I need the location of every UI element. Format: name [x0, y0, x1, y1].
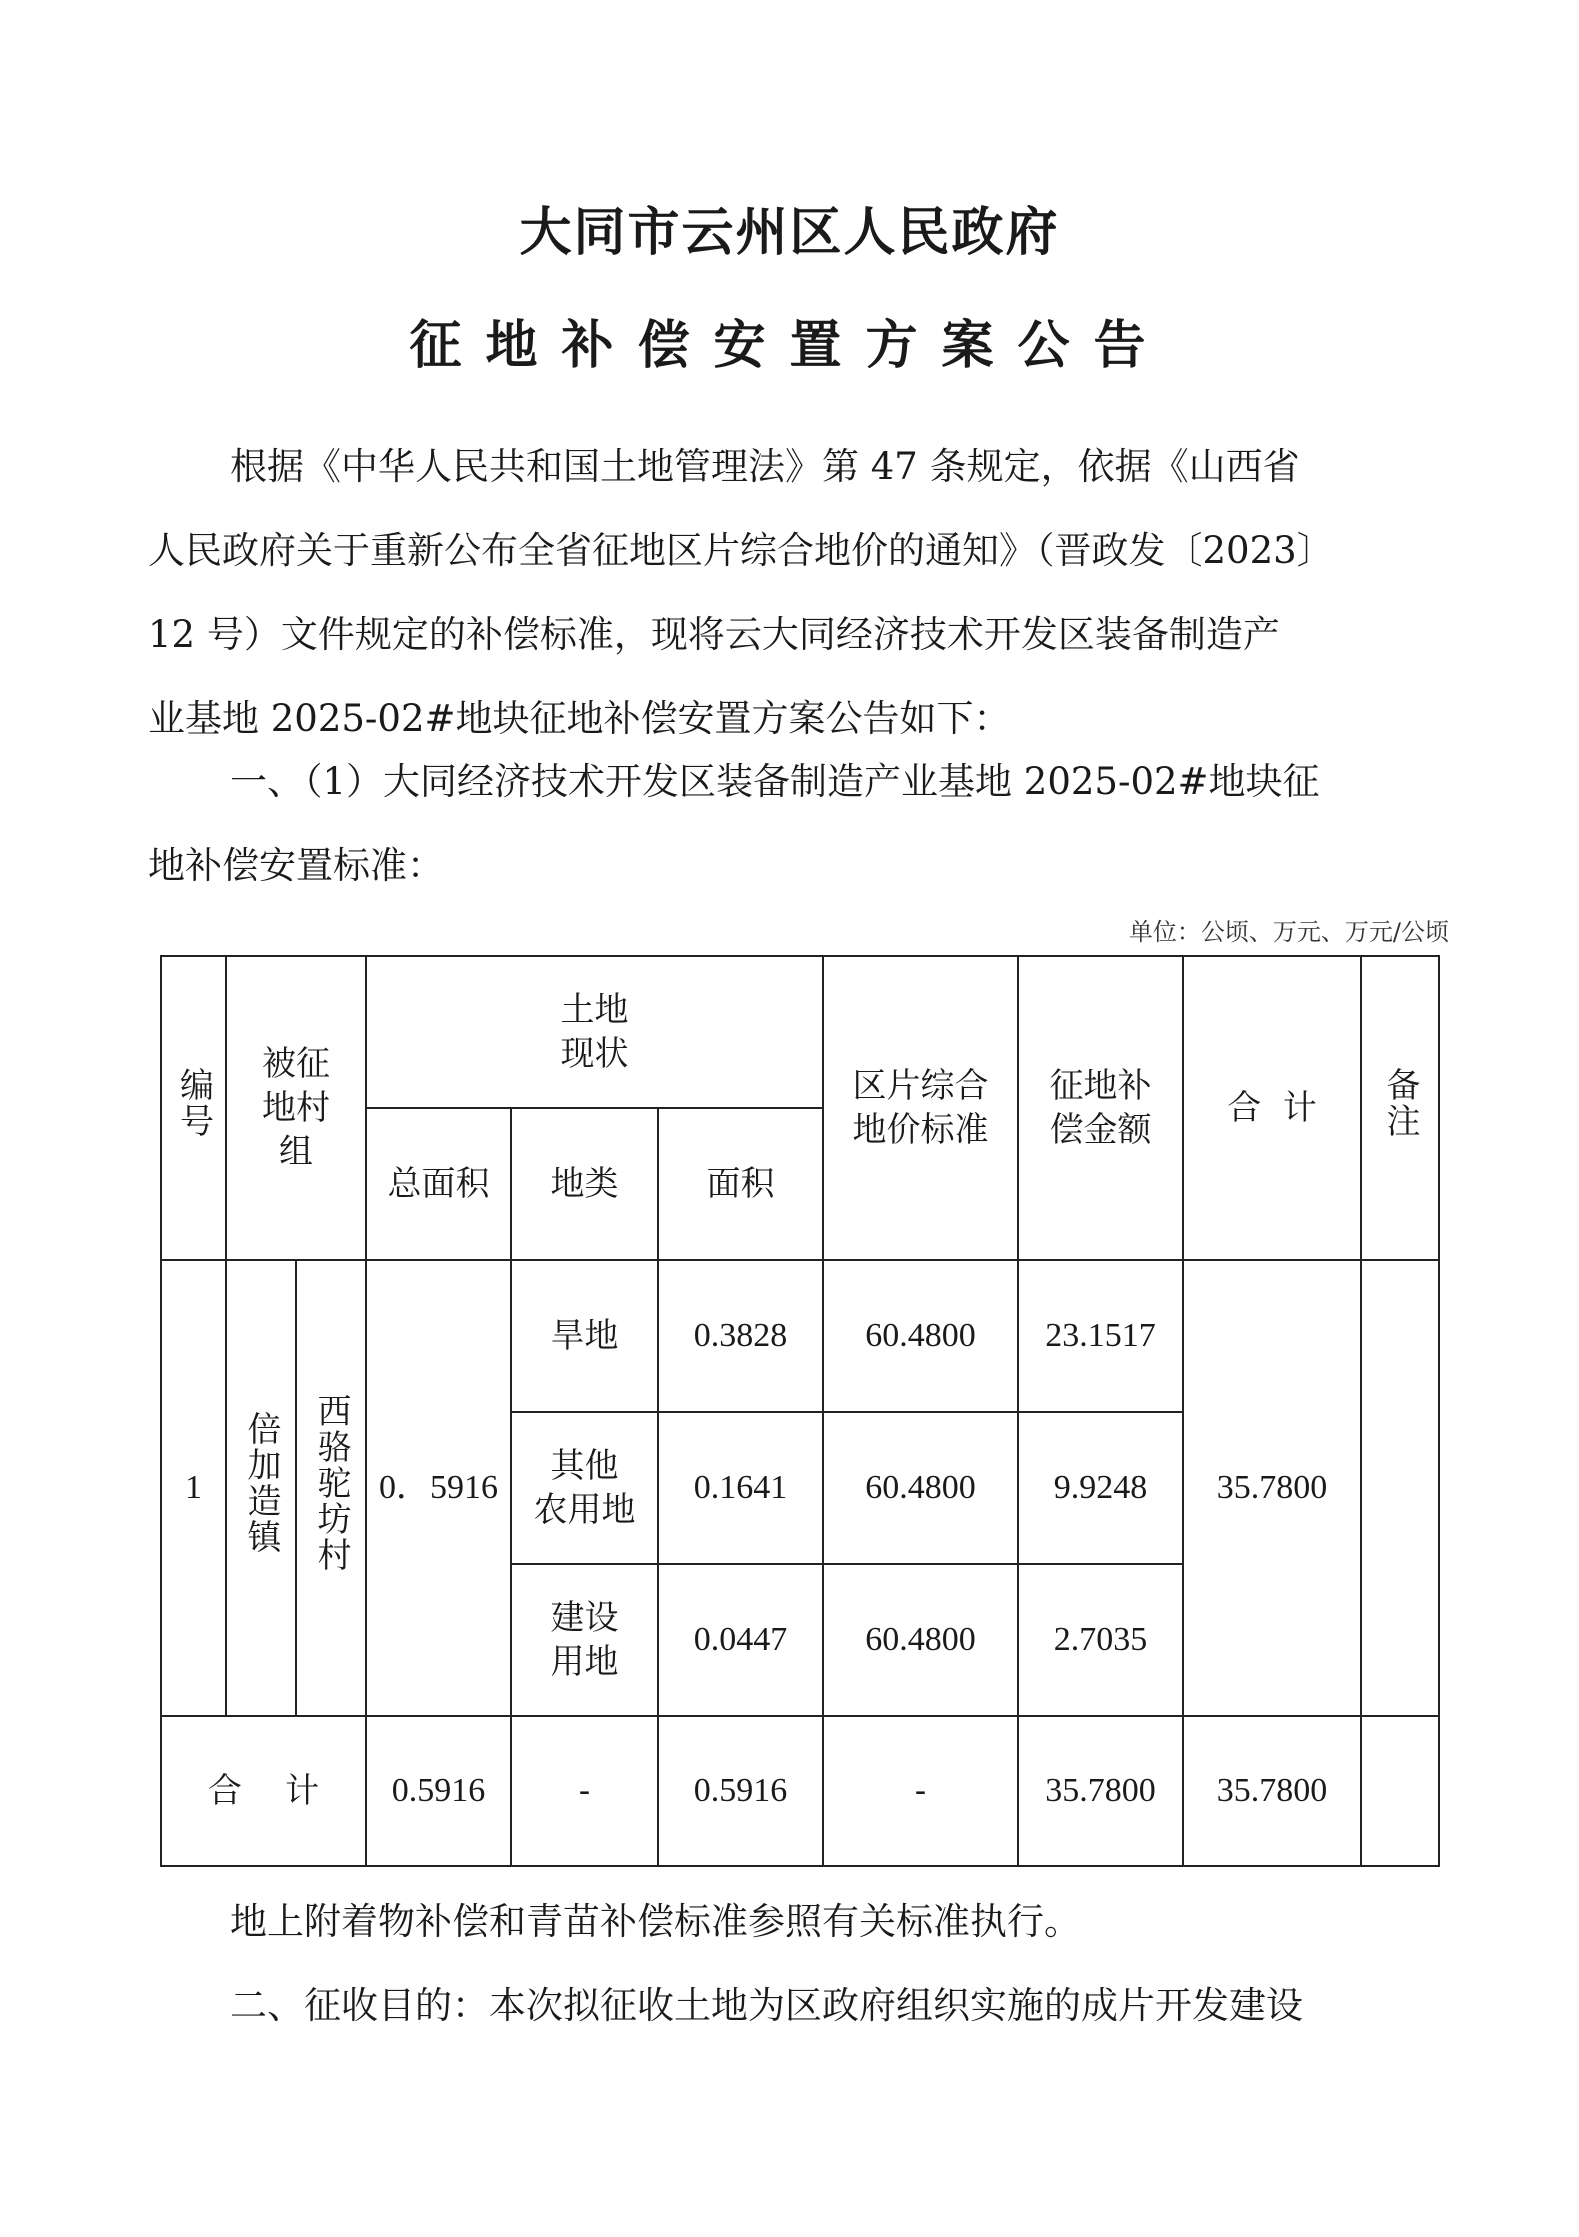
document-subtitle: 征地补偿安置方案公告	[409, 316, 1170, 376]
after-table-line: 地上附着物补偿和青苗补偿标准参照有关标准执行。	[230, 1900, 1081, 1943]
price-cell: 60.4800	[823, 1564, 1018, 1716]
header-total-area: 总面积	[366, 1108, 511, 1260]
header-area: 面积	[658, 1108, 823, 1260]
unit-note: 单位：公顷、万元、万元/公顷	[1128, 918, 1449, 946]
document-title: 大同市云州区人民政府	[519, 203, 1060, 263]
total-remark	[1361, 1716, 1439, 1866]
intro-line: 12 号）文件规定的补偿标准，现将云大同经济技术开发区装备制造产	[148, 613, 1280, 656]
header-price-standard: 区片综合 地价标准	[823, 956, 1018, 1260]
row-total-area: 0．5916	[366, 1260, 511, 1716]
total-land-type: -	[511, 1716, 658, 1866]
total-label: 合 计	[161, 1716, 366, 1866]
total-price: -	[823, 1716, 1018, 1866]
price-cell: 60.4800	[823, 1260, 1018, 1412]
section2-line: 二、征收目的：本次拟征收土地为区政府组织实施的成片开发建设	[230, 1984, 1303, 2027]
total-compensation: 35.7800	[1018, 1716, 1183, 1866]
total-total-area: 0.5916	[366, 1716, 511, 1866]
land-type-cell: 旱地	[511, 1260, 658, 1412]
compensation-cell: 2.7035	[1018, 1564, 1183, 1716]
header-land-type: 地类	[511, 1108, 658, 1260]
land-type-cell: 建设 用地	[511, 1564, 658, 1716]
header-remark: 备注	[1361, 956, 1439, 1260]
row-town: 倍加造镇	[226, 1260, 296, 1716]
intro-paragraph	[148, 425, 1448, 761]
header-land-status: 土地 现状	[366, 956, 823, 1108]
area-cell: 0.0447	[658, 1564, 823, 1716]
total-sum: 35.7800	[1183, 1716, 1361, 1866]
header-sum: 合 计	[1183, 956, 1361, 1260]
total-area: 0.5916	[658, 1716, 823, 1866]
intro-line: 业基地 2025-02#地块征地补偿安置方案公告如下：	[148, 697, 1011, 740]
intro-line: 人民政府关于重新公布全省征地区片综合地价的通知》（晋政发〔2023〕	[148, 529, 1334, 572]
row-village: 西骆驼坊村	[296, 1260, 366, 1716]
row-sum: 35.7800	[1183, 1260, 1361, 1716]
row-remark	[1361, 1260, 1439, 1716]
compensation-table	[160, 955, 1440, 1867]
header-village: 被征地村组	[226, 956, 366, 1260]
section1-line: 一、（1）大同经济技术开发区装备制造产业基地 2025-02#地块征	[230, 760, 1320, 803]
header-no: 编号	[161, 956, 226, 1260]
after-table-paragraph	[148, 1880, 1448, 2048]
compensation-cell: 23.1517	[1018, 1260, 1183, 1412]
area-cell: 0.1641	[658, 1412, 823, 1564]
row-no: 1	[161, 1260, 226, 1716]
header-compensation: 征地补 偿金额	[1018, 956, 1183, 1260]
section1-paragraph	[148, 740, 1448, 908]
land-type-cell: 其他 农用地	[511, 1412, 658, 1564]
compensation-cell: 9.9248	[1018, 1412, 1183, 1564]
section1-line: 地补偿安置标准：	[148, 844, 444, 887]
intro-line: 根据《中华人民共和国土地管理法》第 47 条规定，依据《山西省	[230, 445, 1300, 488]
price-cell: 60.4800	[823, 1412, 1018, 1564]
area-cell: 0.3828	[658, 1260, 823, 1412]
